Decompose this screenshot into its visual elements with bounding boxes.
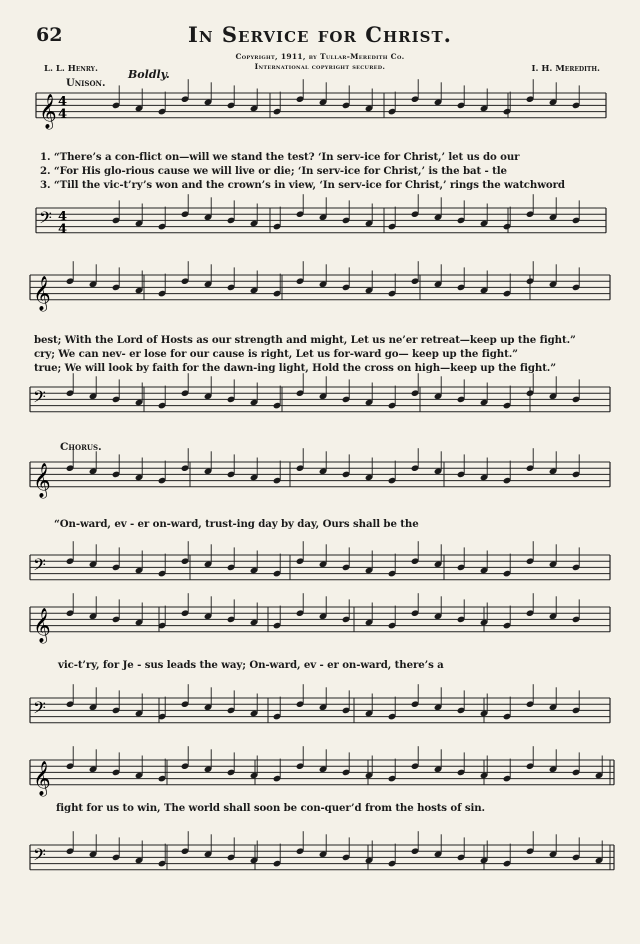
treble-clef-icon: 𝄞 (33, 462, 51, 498)
bass-clef-icon: 𝄢 (33, 554, 46, 579)
time-signature-numerator: 4 (58, 209, 68, 225)
verse-lyric-line: best; With the Lord of Hosts as our strength and might, Let us ne’er retreat—keep up the fight.” (34, 334, 576, 346)
bass-clef-icon: 𝄢 (39, 207, 52, 232)
hymn-title: In Service for Christ. (188, 22, 452, 47)
author-credit: L. L. Henry. (44, 64, 98, 74)
treble-clef-icon: 𝄞 (33, 607, 51, 643)
verse-lyric-line: 3. “Till the vic-t’ry’s won and the crown’s in view, ‘In serv-ice for Christ,’ rings the watchword (40, 179, 565, 191)
bass-clef-icon: 𝄢 (33, 844, 46, 869)
bass-clef-icon: 𝄢 (33, 386, 46, 411)
chorus-lyric-line: “On-ward, ev - er on-ward, trust-ing day by day, Ours shall be the (54, 518, 419, 530)
copyright-line: Copyright, 1911, by Tullar-Meredith Co. (235, 52, 405, 61)
chorus-lyric-line: vic-t’ry, for Je - sus leads the way; On-ward, ev - er on-ward, there’s a (58, 659, 444, 671)
treble-clef-icon: 𝄞 (39, 93, 57, 129)
treble-clef-icon: 𝄞 (33, 760, 51, 796)
verse-lyric-line: 1. “There’s a con-flict on—will we stand the test? ‘In serv-ice for Christ,’ let us do our (40, 151, 520, 163)
time-signature-denominator: 4 (58, 221, 68, 237)
tempo-marking: Boldly. (128, 68, 170, 81)
time-signature-denominator: 4 (58, 106, 68, 122)
chorus-label: Chorus. (60, 441, 102, 453)
composer-credit: I. H. Meredith. (531, 64, 600, 74)
time-signature-numerator: 4 (58, 94, 68, 110)
copyright-line: International copyright secured. (254, 62, 386, 71)
unison-label: Unison. (66, 78, 106, 89)
bass-clef-icon: 𝄢 (33, 697, 46, 722)
page-number: 62 (36, 24, 63, 46)
verse-lyric-line: cry; We can nev- er lose for our cause is right, Let us for-ward go— keep up the fight.” (34, 348, 518, 360)
treble-clef-icon: 𝄞 (33, 275, 51, 311)
chorus-lyric-line: fight for us to win, The world shall soon be con-quer’d from the hosts of sin. (56, 802, 485, 814)
verse-lyric-line: true; We will look by faith for the dawn-ing light, Hold the cross on high—keep up the fight.” (34, 362, 557, 374)
verse-lyric-line: 2. “For His glo-rious cause we will live or die; ‘In serv-ice for Christ,’ is the bat - tle (40, 165, 507, 177)
